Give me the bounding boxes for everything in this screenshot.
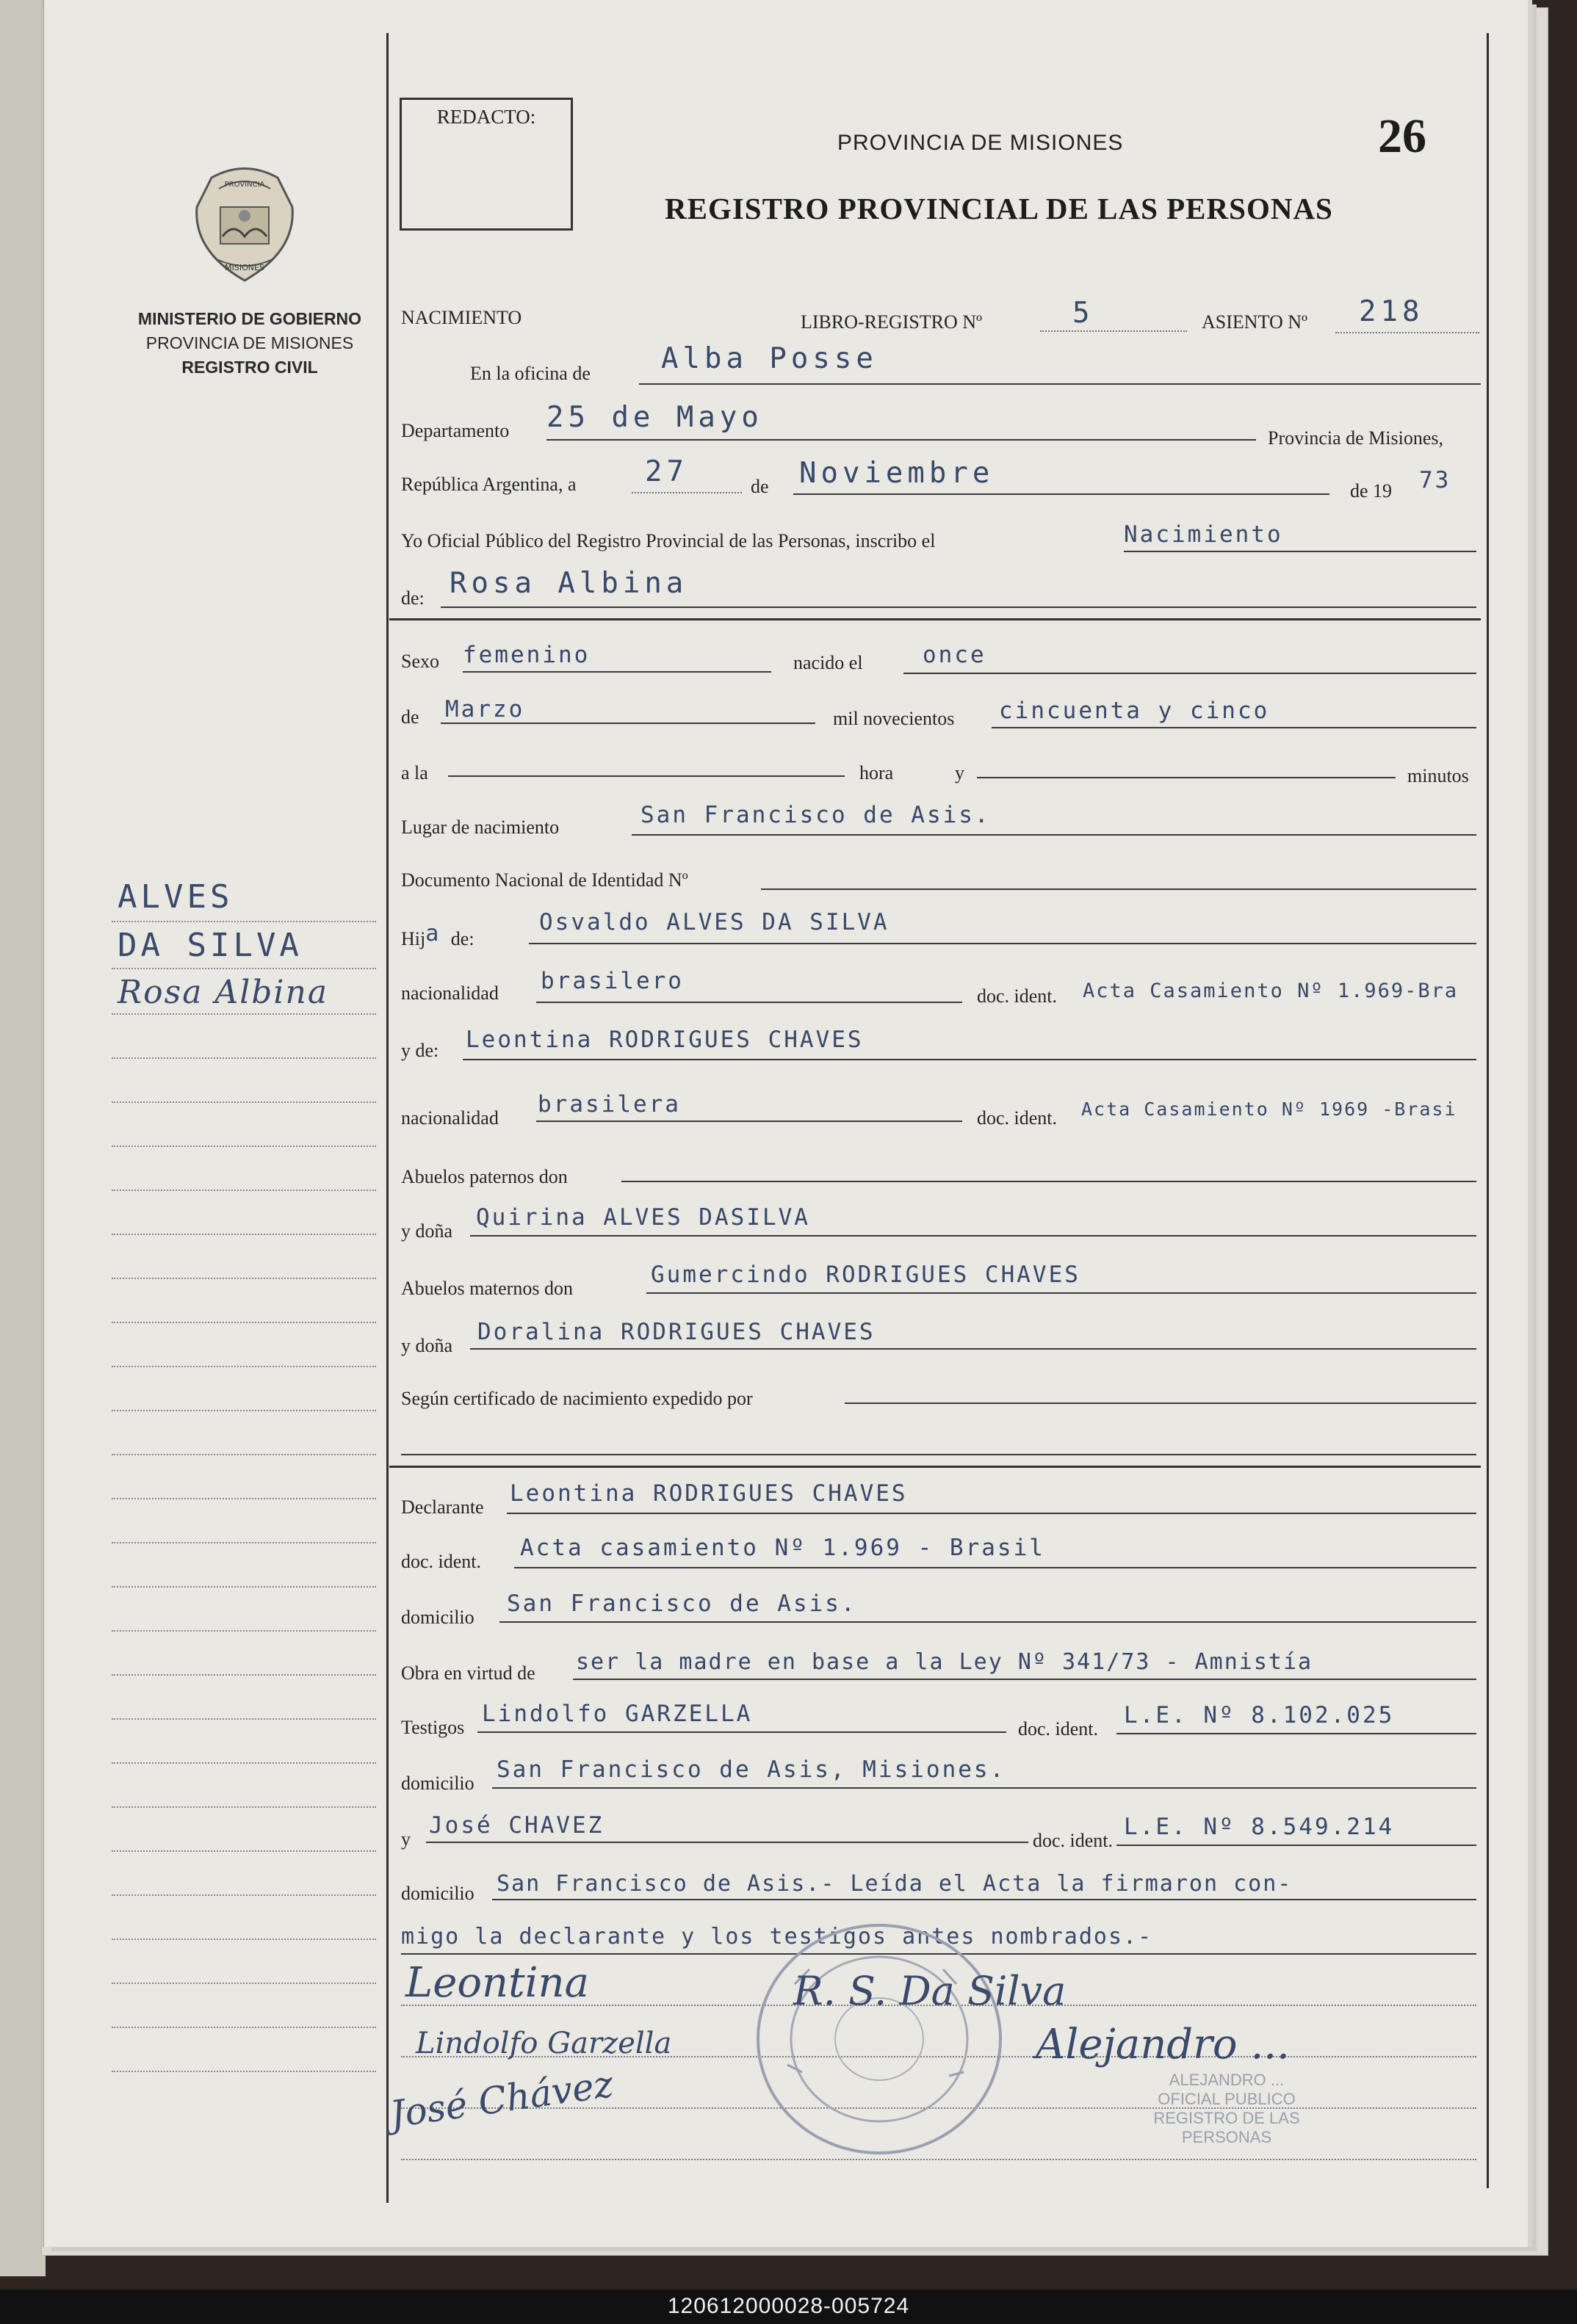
registry-title: REGISTRO PROVINCIAL DE LAS PERSONAS bbox=[665, 192, 1333, 225]
segun-line bbox=[845, 1402, 1476, 1404]
de19-label: de 19 bbox=[1350, 480, 1393, 502]
t1-dom-line bbox=[492, 1787, 1476, 1789]
t1-dom-label: domicilio bbox=[401, 1773, 474, 1794]
libro-label: LIBRO-REGISTRO Nº bbox=[801, 311, 983, 333]
persona-value: Rosa Albina bbox=[450, 567, 688, 600]
margin-given-name: Rosa Albina bbox=[118, 974, 329, 1011]
ab-mat-dona-line bbox=[470, 1348, 1476, 1350]
t1-doc-label: doc. ident. bbox=[1018, 1718, 1099, 1740]
margin-line bbox=[112, 1542, 376, 1543]
ab-mat-dona-value: Doralina RODRIGUES CHAVES bbox=[477, 1319, 876, 1345]
anio-value: 73 bbox=[1419, 467, 1451, 493]
hijo-suffix: a bbox=[425, 921, 441, 946]
signature-testigo2: José Chávez bbox=[387, 2063, 616, 2136]
hijo-de-label: de: bbox=[450, 928, 474, 949]
margin-line bbox=[112, 1939, 376, 1940]
margin-line bbox=[112, 1762, 376, 1764]
obra-label: Obra en virtud de bbox=[401, 1662, 535, 1684]
dia-value: 27 bbox=[645, 455, 688, 488]
signature-declarante: Leontina bbox=[405, 1959, 589, 2007]
ala-label: a la bbox=[401, 762, 428, 783]
minutos-line bbox=[977, 777, 1396, 778]
testigo1-value: Lindolfo GARZELLA bbox=[482, 1701, 753, 1727]
ministry-block bbox=[103, 307, 397, 380]
margin-line bbox=[112, 1234, 376, 1235]
page-number: 26 bbox=[1378, 109, 1426, 163]
margin-line bbox=[112, 1454, 376, 1455]
decl-doc-line bbox=[514, 1567, 1476, 1568]
ab-mat-label: Abuelos maternos don bbox=[401, 1278, 573, 1299]
nac2-line bbox=[536, 1121, 962, 1122]
section-rule bbox=[389, 618, 1481, 620]
declarante-label: Declarante bbox=[401, 1496, 484, 1518]
nac1-label: nacionalidad bbox=[401, 982, 499, 1004]
margin-line bbox=[112, 1983, 376, 1984]
minutos-label: minutos bbox=[1407, 765, 1469, 786]
adjacent-page-edge bbox=[0, 0, 46, 2276]
closing-text: migo la declarante y los testigos antes nombrados.- bbox=[401, 1924, 1153, 1950]
ab-pat-dona-value: Quirina ALVES DASILVA bbox=[476, 1204, 810, 1231]
persona-line bbox=[441, 607, 1476, 608]
margin-surname-2: DA SILVA bbox=[118, 927, 303, 964]
dni-label: Documento Nacional de Identidad Nº bbox=[401, 869, 688, 891]
nac1-value: brasilero bbox=[541, 968, 684, 994]
province-heading: PROVINCIA DE MISIONES bbox=[837, 131, 1124, 155]
ab-mat-don-value: Gumercindo RODRIGUES CHAVES bbox=[651, 1261, 1080, 1288]
padre-line bbox=[529, 943, 1476, 944]
libro-value: 5 bbox=[1072, 297, 1094, 330]
oficina-value: Alba Posse bbox=[661, 342, 878, 375]
right-column-rule bbox=[1487, 33, 1489, 2188]
doc1-value: Acta Casamiento Nº 1.969-Bra bbox=[1083, 980, 1459, 1002]
margin-line bbox=[112, 1410, 376, 1411]
margin-line bbox=[112, 1366, 376, 1367]
t1-dom-value: San Francisco de Asis, Misiones. bbox=[497, 1756, 1006, 1783]
hijo-label bbox=[401, 921, 474, 951]
de-label: de bbox=[751, 476, 769, 497]
nac2-label: nacionalidad bbox=[401, 1107, 499, 1129]
doc2-value: Acta Casamiento Nº 1969 -Brasi bbox=[1081, 1098, 1457, 1120]
nacido-line bbox=[903, 673, 1476, 674]
padre-value: Osvaldo ALVES DA SILVA bbox=[539, 909, 889, 935]
asiento-label: ASIENTO Nº bbox=[1202, 311, 1308, 333]
de-mes-label: de bbox=[401, 706, 419, 728]
section-rule bbox=[389, 1466, 1481, 1468]
margin-surname-1: ALVES bbox=[118, 878, 234, 916]
margin-line bbox=[112, 1806, 376, 1808]
image-identifier: 120612000028-005724 bbox=[667, 2294, 910, 2318]
segun-label: Según certificado de nacimiento expedido por bbox=[401, 1388, 753, 1409]
testigos-label: Testigos bbox=[401, 1717, 465, 1738]
mes-line bbox=[793, 493, 1329, 495]
dia-line bbox=[632, 492, 742, 493]
ab-pat-line bbox=[621, 1181, 1476, 1182]
departamento-line bbox=[546, 439, 1256, 441]
t2-doc-label: doc. ident. bbox=[1033, 1830, 1114, 1851]
redacto-box bbox=[400, 98, 573, 231]
margin-line bbox=[112, 2071, 376, 2072]
ab-pat-dona-line bbox=[470, 1235, 1476, 1237]
decl-dom-label: domicilio bbox=[401, 1607, 474, 1628]
mes-nac-value: Marzo bbox=[445, 696, 525, 723]
ministry-line2: PROVINCIA DE MISIONES bbox=[145, 333, 354, 352]
hora-line bbox=[448, 775, 845, 777]
sexo-value: femenino bbox=[463, 642, 591, 668]
asiento-line bbox=[1335, 332, 1479, 333]
departamento-label: Departamento bbox=[401, 420, 510, 441]
t2-doc-value: L.E. Nº 8.549.214 bbox=[1124, 1814, 1395, 1840]
signature-other: R. S. Da Silva bbox=[793, 1968, 1067, 2014]
anio-nac-line bbox=[992, 727, 1476, 728]
mes-value: Noviembre bbox=[799, 457, 995, 490]
madre-value: Leontina RODRIGUES CHAVES bbox=[466, 1027, 864, 1053]
margin-line bbox=[112, 1013, 376, 1015]
nac1-line bbox=[536, 1002, 962, 1003]
margin-line bbox=[112, 1586, 376, 1588]
nacido-label: nacido el bbox=[793, 652, 863, 673]
margin-line bbox=[112, 1850, 376, 1852]
madre-line bbox=[463, 1059, 1476, 1060]
margin-line bbox=[112, 2027, 376, 2028]
lugar-value: San Francisco de Asis. bbox=[640, 802, 991, 828]
de-persona-label: de: bbox=[401, 587, 425, 609]
departamento-value: 25 de Mayo bbox=[546, 401, 763, 434]
margin-line bbox=[112, 1278, 376, 1279]
obra-line bbox=[573, 1679, 1476, 1680]
testigo1-line bbox=[477, 1731, 1006, 1733]
acta-type-label: NACIMIENTO bbox=[401, 307, 522, 328]
inscribo-value: Nacimiento bbox=[1124, 521, 1283, 548]
hijo-prefix: Hij bbox=[401, 928, 426, 949]
declarante-line bbox=[507, 1513, 1476, 1514]
margin-line bbox=[112, 1101, 376, 1103]
margin-line bbox=[112, 1057, 376, 1059]
margin-line bbox=[112, 1498, 376, 1499]
margin-line bbox=[112, 1718, 376, 1720]
sexo-label: Sexo bbox=[401, 651, 439, 672]
t1-doc-value: L.E. Nº 8.102.025 bbox=[1124, 1702, 1395, 1728]
declarante-value: Leontina RODRIGUES CHAVES bbox=[510, 1480, 908, 1507]
signature-oficial: Alejandro ... bbox=[1036, 2021, 1290, 2068]
provincia-label: Provincia de Misiones, bbox=[1268, 427, 1444, 449]
margin-line bbox=[112, 968, 376, 969]
decl-doc-label: doc. ident. bbox=[401, 1551, 482, 1572]
ministry-line1: MINISTERIO DE GOBIERNO bbox=[137, 309, 362, 328]
decl-dom-line bbox=[499, 1621, 1476, 1623]
margin-line bbox=[112, 1630, 376, 1632]
t2-dom-label: domicilio bbox=[401, 1883, 474, 1904]
obra-value: ser la madre en base a la Ley Nº 341/73 - Amnistía bbox=[576, 1649, 1313, 1675]
ydona2-label: y doña bbox=[401, 1335, 453, 1356]
asiento-value: 218 bbox=[1359, 295, 1424, 328]
ydona1-label: y doña bbox=[401, 1220, 453, 1242]
y-label: y bbox=[955, 762, 964, 783]
oficial-stamp-text: ALEJANDRO ... OFICIAL PUBLICO REGISTRO DE LAS PERSONAS bbox=[1153, 2071, 1300, 2146]
testigo2-line bbox=[426, 1842, 1028, 1843]
official-stamp-icon bbox=[751, 1918, 1008, 2160]
lugar-label: Lugar de nacimiento bbox=[401, 817, 560, 838]
t2-doc-line bbox=[1116, 1845, 1476, 1846]
doc1-label: doc. ident. bbox=[977, 985, 1058, 1007]
oficina-line bbox=[639, 383, 1481, 385]
nacido-value: once bbox=[923, 642, 986, 668]
sexo-line bbox=[463, 671, 771, 673]
mil-label: mil novecientos bbox=[833, 708, 955, 729]
oficial-label: Yo Oficial Público del Registro Provincial de las Personas, inscribo el bbox=[401, 530, 936, 551]
oficina-label: En la oficina de bbox=[470, 363, 591, 384]
testigo2-value: José CHAVEZ bbox=[429, 1812, 605, 1839]
nac2-value: brasilera bbox=[538, 1091, 681, 1118]
t2-dom-line bbox=[492, 1899, 1476, 1900]
lugar-line bbox=[632, 834, 1476, 836]
seal-bottom-text: MISIONES bbox=[225, 263, 264, 272]
hora-label: hora bbox=[859, 762, 894, 783]
province-seal-icon bbox=[190, 163, 300, 288]
t1-doc-line bbox=[1116, 1733, 1476, 1734]
dni-line bbox=[761, 888, 1476, 890]
signature-testigo1: Lindolfo Garzella bbox=[416, 2027, 672, 2060]
decl-dom-value: San Francisco de Asis. bbox=[507, 1590, 857, 1617]
seal-top-text: PROVINCIA bbox=[224, 181, 265, 189]
mes-nac-line bbox=[441, 723, 815, 724]
decl-doc-value: Acta casamiento Nº 1.969 - Brasil bbox=[520, 1535, 1045, 1561]
redacto-label: REDACTO: bbox=[436, 106, 536, 128]
anio-nac-value: cincuenta y cinco bbox=[999, 698, 1270, 724]
segun-line-2 bbox=[401, 1454, 1476, 1455]
margin-line bbox=[112, 1674, 376, 1676]
margin-line bbox=[112, 1322, 376, 1323]
yde-label: y de: bbox=[401, 1040, 439, 1061]
margin-line bbox=[112, 1190, 376, 1191]
ab-pat-label: Abuelos paternos don bbox=[401, 1166, 568, 1187]
margin-line bbox=[112, 1894, 376, 1896]
doc2-label: doc. ident. bbox=[977, 1107, 1058, 1129]
t2-dom-value: San Francisco de Asis.- Leída el Acta la firmaron con- bbox=[497, 1871, 1293, 1897]
libro-line bbox=[1040, 330, 1187, 332]
ministry-line3: REGISTRO CIVIL bbox=[181, 358, 318, 377]
inscribo-line bbox=[1124, 551, 1476, 552]
y2-label: y bbox=[401, 1828, 411, 1850]
margin-line bbox=[112, 921, 376, 922]
margin-line bbox=[112, 1145, 376, 1147]
ab-mat-don-line bbox=[646, 1292, 1476, 1294]
republica-label: República Argentina, a bbox=[401, 474, 577, 495]
